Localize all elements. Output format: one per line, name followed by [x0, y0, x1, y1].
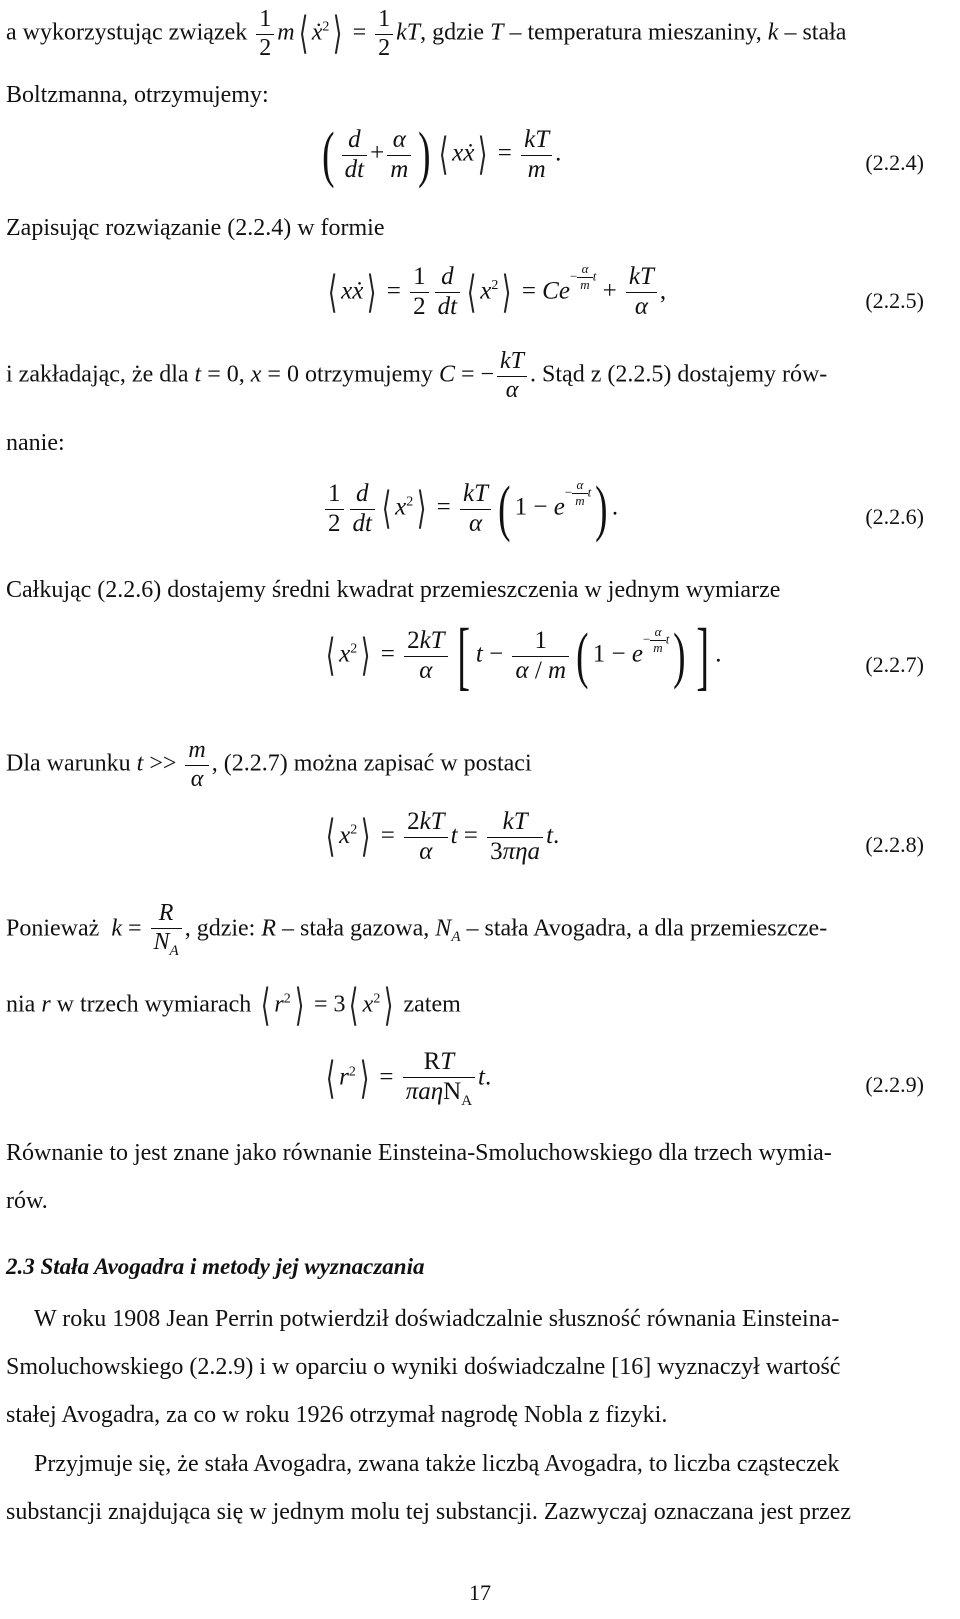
equation-2-2-4: ( $\frac{d}{dt}$ + $\frac{\alpha}{m}$ ) ⟨ xẋ⟩ = $\frac{kT}{m}$ . — [322, 121, 562, 189]
equation-number-2-2-5: (2.2.5) — [865, 288, 924, 313]
equation-2-2-8: ⟨ $x^2⟩$ = $\frac{2kT}{\alpha}$ t = $\frac{kT}{\text{3πηa}}$ t. — [325, 808, 560, 865]
equation-number-2-2-9: (2.2.9) — [865, 1072, 924, 1097]
text-line-10: Równanie to jest znane jako równanie Einsteina-Smoluchowskiego dla trzech wymia- — [6, 1140, 832, 1166]
equation-2-2-9: ⟨ $r^2⟩$ = $\frac{RT}{\pi a\eta N_A}$ t. — [325, 1048, 492, 1109]
equation-2-2-7: ⟨ $x^2⟩$ = $\frac{2kT}{\alpha}$ [ t − $\frac{1}{\alpha / m}$ ( 1 − e− $\frac{\alpha}{m}$ t) ] . — [325, 614, 722, 698]
text-line-1: a wykorzystując związek $\frac{1}{2}$ m⟨ ẋ$^2$⟩ = $\frac{1}{2}$ kT, gdzie T – temperatura mieszaniny, k – stała — [6, 6, 847, 61]
equation-number-2-2-7: (2.2.7) — [865, 652, 924, 677]
equation-number-2-2-8: (2.2.8) — [865, 832, 924, 857]
text-line-11: rów. — [6, 1188, 48, 1214]
paragraph-1-line-1: W roku 1908 Jean Perrin potwierdził doświadczalnie słuszność równania Einsteina- — [34, 1306, 840, 1332]
page-number: 17 — [469, 1580, 491, 1605]
text-line-8: Ponieważ k = $\frac{R}{N_A}$ , gdzie: R – stała gazowa, $N_A$ – stała Avogadra, a dla przemieszcze- — [6, 900, 828, 959]
equation-2-2-6: $\frac{1}{2}$ $\frac{d}{dt}$ ⟨ $x^2⟩$ = $\frac{kT}{\alpha}$ ( 1 − e− $\frac{\alpha}{m}$ t) . — [322, 478, 618, 540]
text-line-4: i zakładając, że dla t = 0, x = 0 otrzymujemy C = − $\frac{kT}{\alpha}$ . Stąd z (2.2.5) dostajemy rów- — [6, 348, 828, 403]
section-heading: 2.3 Stała Avogadra i metody jej wyznaczania — [6, 1254, 425, 1279]
paragraph-1-line-3: stałej Avogadra, za co w roku 1926 otrzymał nagrodę Nobla z fizyki. — [6, 1402, 668, 1428]
text-line-2: Boltzmanna, otrzymujemy: — [6, 82, 269, 108]
paragraph-2-line-1: Przyjmuje się, że stała Avogadra, zwana także liczbą Avogadra, to liczba cząsteczek — [34, 1451, 840, 1477]
equation-number-2-2-6: (2.2.6) — [865, 504, 924, 529]
fraction-one-half: $\frac{1}{2}$ — [256, 6, 274, 62]
text-line-6: Całkując (2.2.6) dostajemy średni kwadrat przemieszczenia w jednym wymiarze — [6, 577, 781, 603]
text-line-5: nanie: — [6, 430, 65, 456]
text-line-9: nia r w trzech wymiarach ⟨ $r^2⟩$ = 3⟨ $x^2⟩$ zatem — [6, 981, 461, 1030]
equation-2-2-5: ⟨ xẋ⟩ = $\frac{1}{2}$ $\frac{d}{dt}$ ⟨ $x^2⟩ = Ce-$ $\frac{\alpha}{m}$ t + $\frac{kT}{\alpha}$ , — [327, 261, 667, 321]
text-line-3: Zapisując rozwiązanie (2.2.4) w formie — [6, 215, 385, 241]
paragraph-2-line-2: substancji znajdująca się w jednym molu tej substancji. Zazwyczaj oznaczana jest przez — [6, 1499, 851, 1525]
text-line-7: Dla warunku t >> $\frac{m}{\alpha}$ , (2.2.7) można zapisać w postaci — [6, 737, 532, 792]
equation-number-2-2-4: (2.2.4) — [865, 150, 924, 175]
paragraph-1-line-2: Smoluchowskiego (2.2.9) i w oparciu o wyniki doświadczalne [16] wyznaczył wartość — [6, 1354, 841, 1380]
